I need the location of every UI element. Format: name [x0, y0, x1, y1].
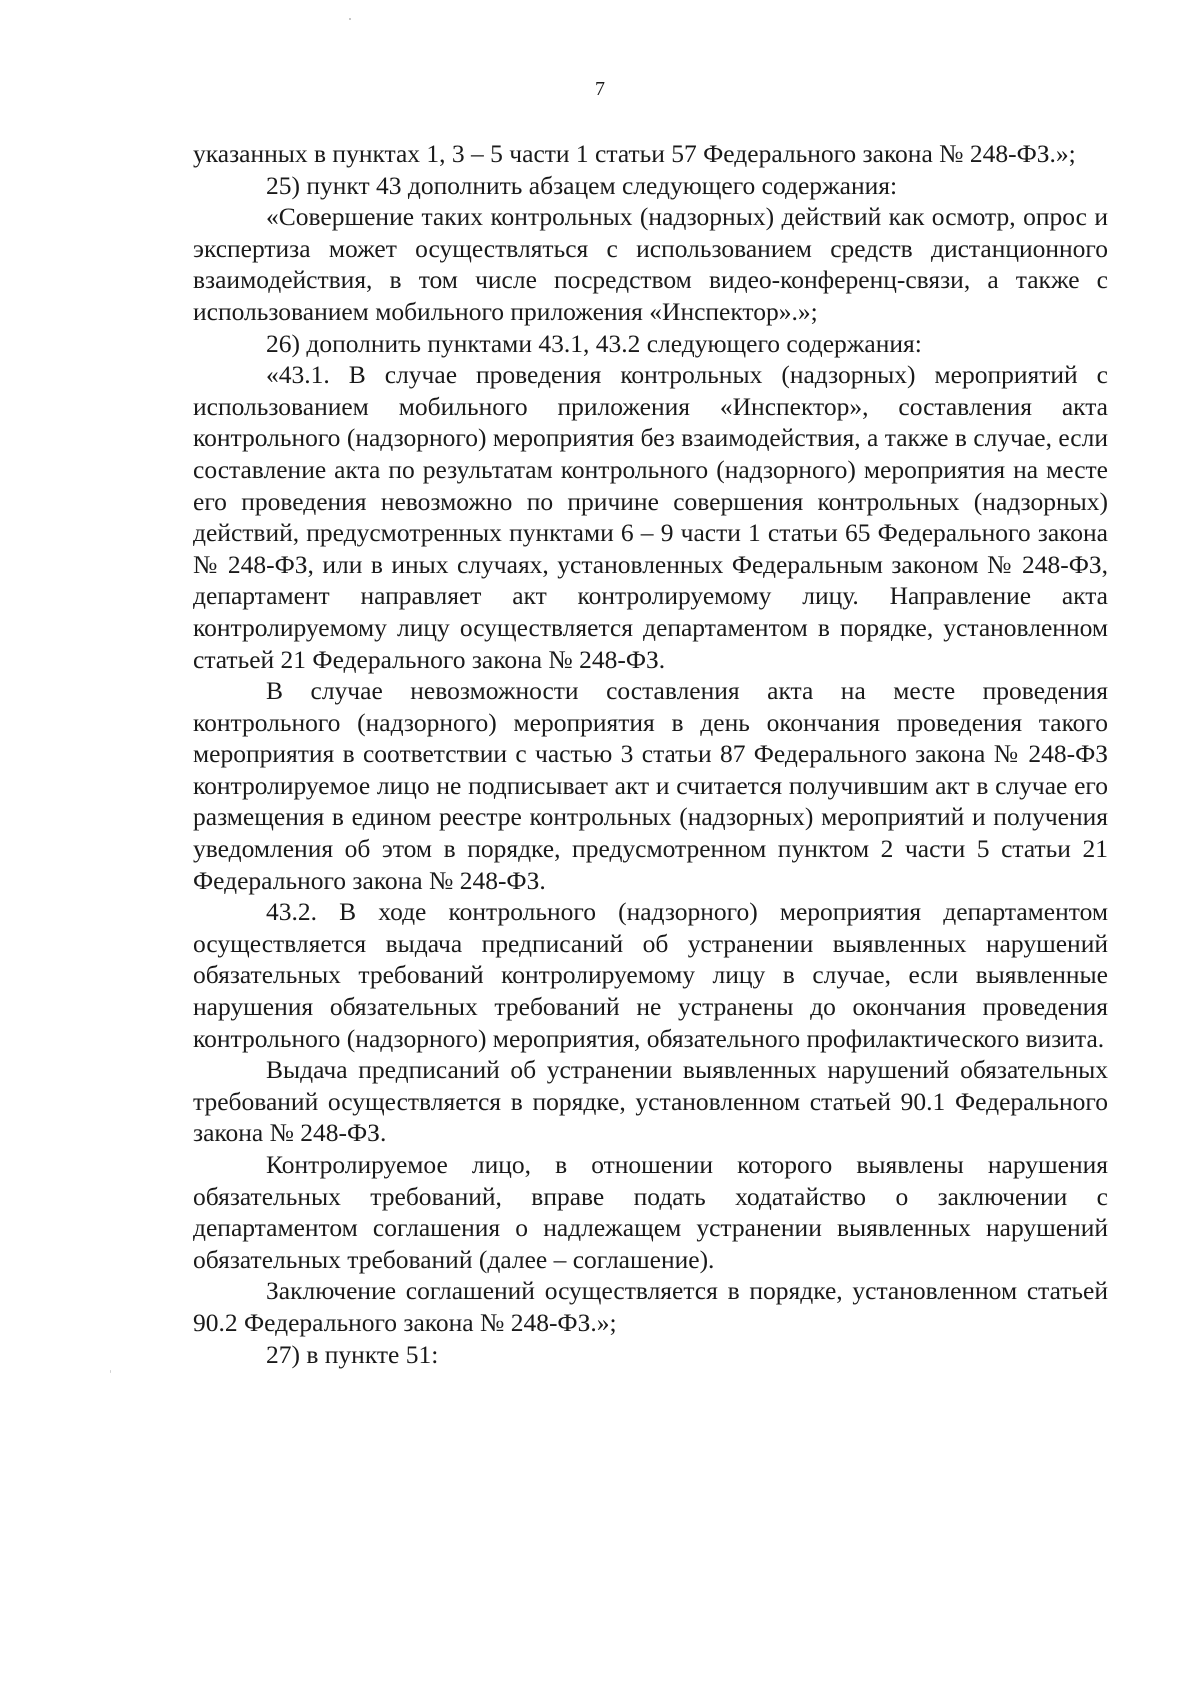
paragraph: В случае невозможности составления акта на месте проведения контрольного (надзорного) мероприятия в день окончания проведения такого мероприятия в соответствии с частью 3 статьи 87 Федерального закона № 248-ФЗ контролируемое лицо не подписывает акт и считается получившим акт в случае его размещения в едином реестре контрольных (надзорных) мероприятий и получения уведомления об этом в порядке, предусмотренном пунктом 2 части 5 статьи 21 Федерального закона № 248-ФЗ. [193, 676, 1108, 895]
paragraph: 27) в пункте 51: [266, 1339, 439, 1369]
paragraph: 43.2. В ходе контрольного (надзорного) мероприятия департаментом осуществляется выдача предписаний об устранении выявленных нарушений обязательных требований контролируемому лицу в случае, если выявленные нарушения обязательных требований не устранены до окончания проведения контрольного (надзорного) мероприятия, обязательного профилактического визита. [193, 897, 1108, 1053]
paragraph: 26) дополнить пунктами 43.1, 43.2 следующего содержания: [266, 328, 922, 358]
document-body [193, 138, 1108, 1370]
paragraph: Заключение соглашений осуществляется в порядке, установленном статьей 90.2 Федерального закона № 248-ФЗ.»; [193, 1276, 1108, 1337]
paragraph: «43.1. В случае проведения контрольных (надзорных) мероприятий с использованием мобильного приложения «Инспектор», составления акта контрольного (надзорного) мероприятия без взаимодействия, а также в случае, если составление акта по результатам контрольного (надзорного) мероприятия на месте его проведения невозможно по причине совершения контрольных (надзорных) действий, предусмотренных пунктами 6 – 9 части 1 статьи 65 Федерального закона № 248-ФЗ, или в иных случаях, установленных Федеральным законом № 248-ФЗ, департамент направляет акт контролируемому лицу. Направление акта контролируемому лицу осуществляется департаментом в порядке, установленном статьей 21 Федерального закона № 248-ФЗ. [193, 360, 1108, 674]
paragraph: «Совершение таких контрольных (надзорных) действий как осмотр, опрос и экспертиза может осуществляться с использованием средств дистанционного взаимодействия, в том числе посредством видео-конференц-связи, а также с использованием мобильного приложения «Инспектор».»; [193, 202, 1108, 326]
paragraph: Выдача предписаний об устранении выявленных нарушений обязательных требований осуществляется в порядке, установленном статьей 90.1 Федерального закона № 248-ФЗ. [193, 1055, 1108, 1148]
scan-artifact [349, 18, 351, 20]
page-number: 7 [595, 78, 605, 100]
paragraph: 25) пункт 43 дополнить абзацем следующего содержания: [266, 170, 898, 200]
paragraph: указанных в пунктах 1, 3 – 5 части 1 статьи 57 Федерального закона № 248-ФЗ.»; [193, 139, 1076, 168]
scan-artifact [110, 1370, 111, 1373]
paragraph: Контролируемое лицо, в отношении которого выявлены нарушения обязательных требований, вправе подать ходатайство о заключении с департаментом соглашения о надлежащем устранении выявленных нарушений обязательных требований (далее – соглашение). [193, 1150, 1108, 1274]
